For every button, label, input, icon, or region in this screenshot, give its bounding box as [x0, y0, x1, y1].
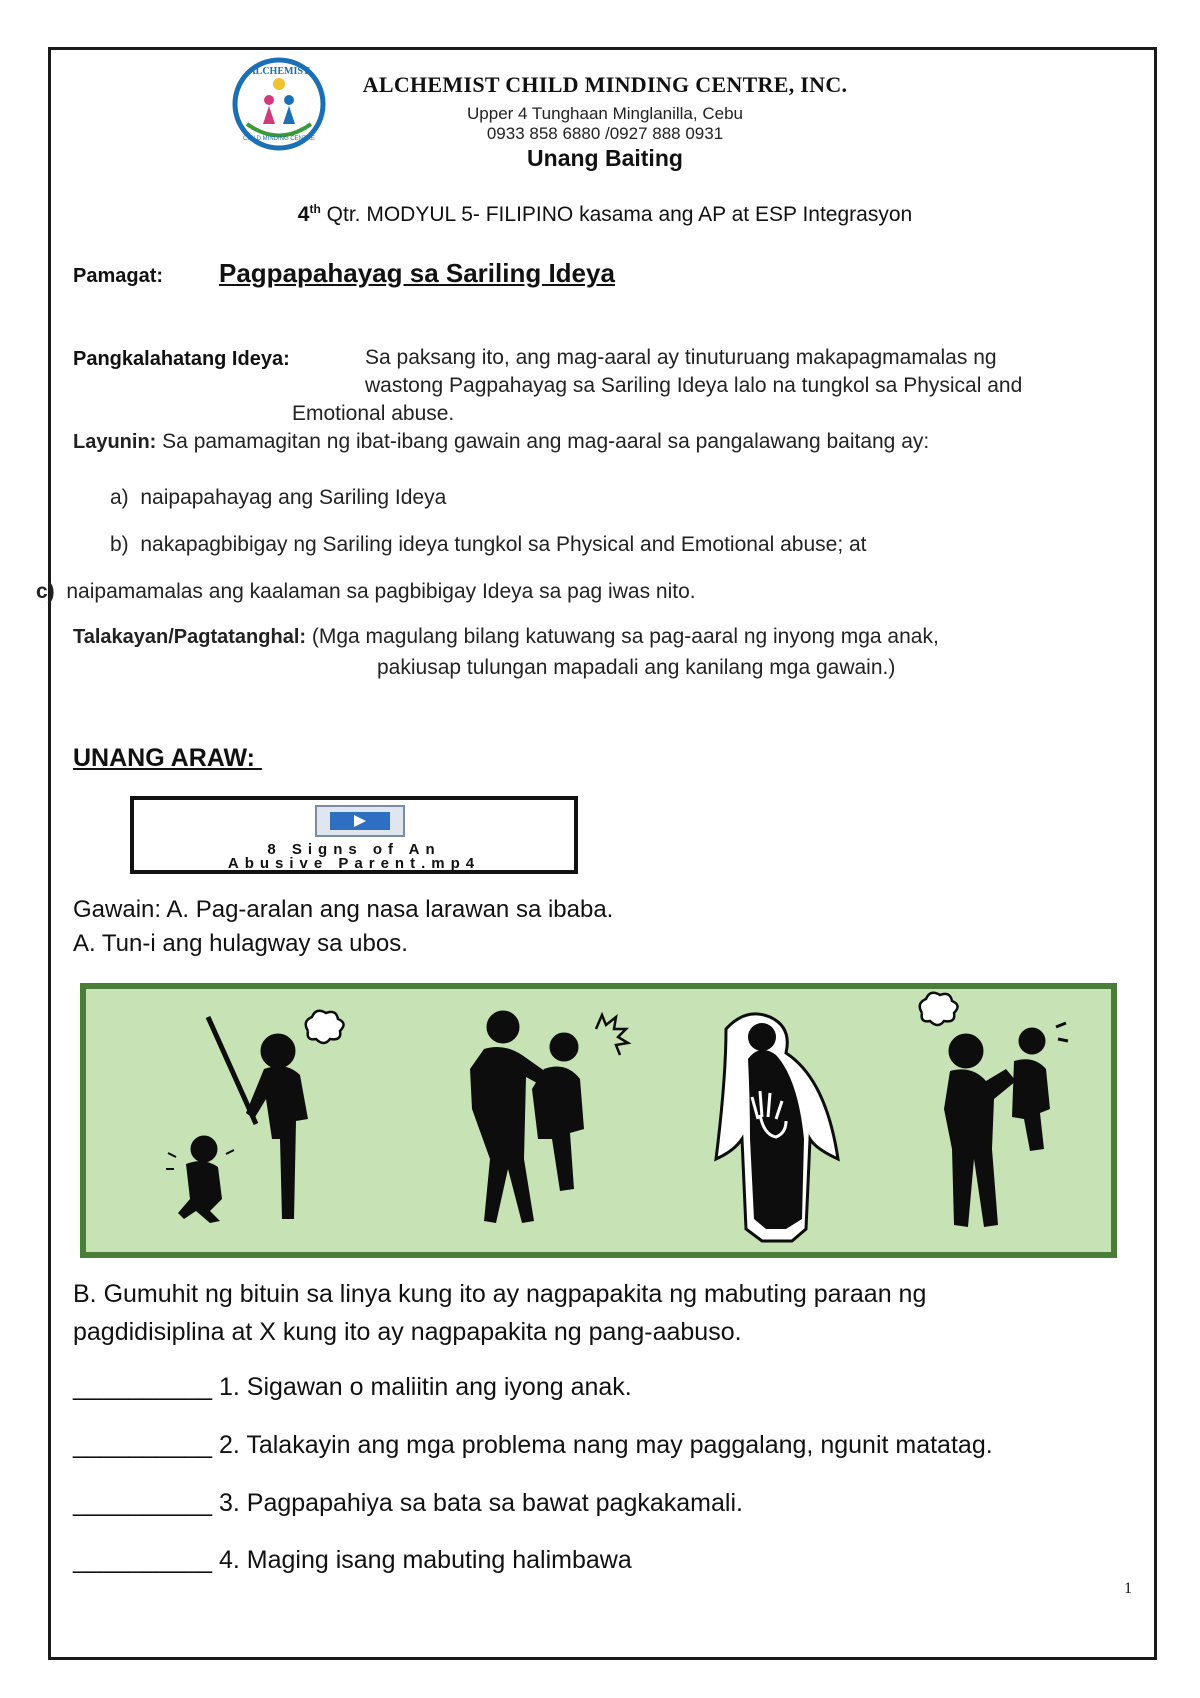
layunin [73, 430, 929, 454]
question-4 [73, 1546, 632, 1575]
talakayan-line-2: pakiusap tulungan mapadali ang kanilang mga gawain.) [377, 656, 896, 679]
subject-title: Unang Baiting [527, 145, 683, 171]
unang-araw-heading: UNANG ARAW: [73, 744, 262, 772]
question-1 [73, 1373, 632, 1402]
abuse-illustration [80, 983, 1117, 1258]
scene-grabbing [470, 1011, 628, 1223]
school-name: ALCHEMIST CHILD MINDING CENTRE, INC. [362, 72, 848, 97]
gawain-line-2: A. Tun-i ang hulagway sa ubos. [73, 930, 408, 957]
video-attachment[interactable] [130, 796, 578, 874]
pangkalahatang-line-1: Sa paksang ito, ang mag-aaral ay tinuturuang makapagmamalas ng [365, 346, 997, 369]
talakayan-line-1: (Mga magulang bilang katuwang sa pag-aaral ng inyong mga anak, [306, 625, 939, 648]
instruction-b-line-1: B. Gumuhit ng bituin sa linya kung ito ay nagpapakita ng mabuting paraan ng [73, 1280, 927, 1308]
svg-text:CHILD MINDING CENTRE: CHILD MINDING CENTRE [242, 136, 316, 142]
layunin-label: Layunin: [73, 431, 157, 453]
school-address: Upper 4 Tunghaan Minglanilla, Cebu [467, 104, 743, 123]
video-file-icon [314, 804, 406, 838]
question-text: 1. Sigawan o maliitin ang iyong anak. [212, 1373, 632, 1401]
objective-a [110, 486, 446, 510]
objective-marker: c) [36, 580, 55, 603]
scene-stick-punishment [166, 1011, 344, 1223]
question-text: 3. Pagpapahiya sa bata sa bawat pagkakamali. [212, 1489, 743, 1517]
answer-blank[interactable]: __________ [73, 1546, 213, 1574]
module-heading-text: Qtr. MODYUL 5- FILIPINO kasama ang AP at ESP Integrasyon [320, 203, 913, 226]
objective-marker: b) [110, 533, 129, 556]
question-3 [73, 1489, 743, 1518]
objective-text: naipamamalas ang kaalaman sa pagbibigay Ideya sa pag iwas nito. [66, 580, 696, 603]
question-2 [73, 1431, 993, 1460]
instruction-b-line-2: pagdidisiplina at X kung ito ay nagpapakita ng pang-aabuso. [73, 1318, 742, 1346]
scene-lifting-child [920, 993, 1068, 1227]
question-text: 2. Talakayin ang mga problema nang may paggalang, ngunit matatag. [212, 1431, 993, 1459]
scene-hand-mark [716, 1014, 838, 1241]
objective-b [110, 533, 867, 557]
abuse-scenes [86, 989, 1111, 1252]
video-title-line-2: Abusive Parent.mp4 [227, 855, 481, 872]
page-number: 1 [1124, 1580, 1132, 1597]
question-text: 4. Maging isang mabuting halimbawa [212, 1546, 632, 1574]
school-phone: 0933 858 6880 /0927 888 0931 [486, 124, 724, 143]
module-heading [0, 202, 1200, 227]
pamagat-label: Pamagat: [73, 265, 164, 287]
svg-text:ALCHEMIST: ALCHEMIST [248, 66, 310, 77]
objective-text: naipapahayag ang Sariling Ideya [140, 486, 447, 509]
module-quarter-suffix: th [309, 202, 321, 216]
objective-c [36, 580, 696, 604]
pangkalahatang-label: Pangkalahatang Ideya: [73, 348, 290, 370]
talakayan [73, 625, 939, 649]
answer-blank[interactable]: __________ [73, 1431, 213, 1459]
layunin-text: Sa pamamagitan ng ibat-ibang gawain ang mag-aaral sa pangalawang baitang ay: [156, 430, 930, 453]
objective-marker: a) [110, 486, 129, 509]
video-title-line-1: 8 Signs of An [267, 841, 441, 858]
pangkalahatang-line-3: Emotional abuse. [292, 402, 455, 425]
lesson-title: Pagpapahayag sa Sariling Ideya [219, 258, 615, 288]
answer-blank[interactable]: __________ [73, 1373, 213, 1401]
module-quarter-number: 4 [297, 203, 310, 226]
objective-text: nakapagbibigay ng Sariling ideya tungkol sa Physical and Emotional abuse; at [140, 533, 867, 556]
pangkalahatang-line-2: wastong Pagpahayag sa Sariling Ideya lalo na tungkol sa Physical and [365, 374, 1023, 397]
talakayan-label: Talakayan/Pagtatanghal: [73, 626, 307, 648]
gawain-line-1: Gawain: A. Pag-aralan ang nasa larawan sa ibaba. [73, 896, 614, 923]
answer-blank[interactable]: __________ [73, 1489, 213, 1517]
